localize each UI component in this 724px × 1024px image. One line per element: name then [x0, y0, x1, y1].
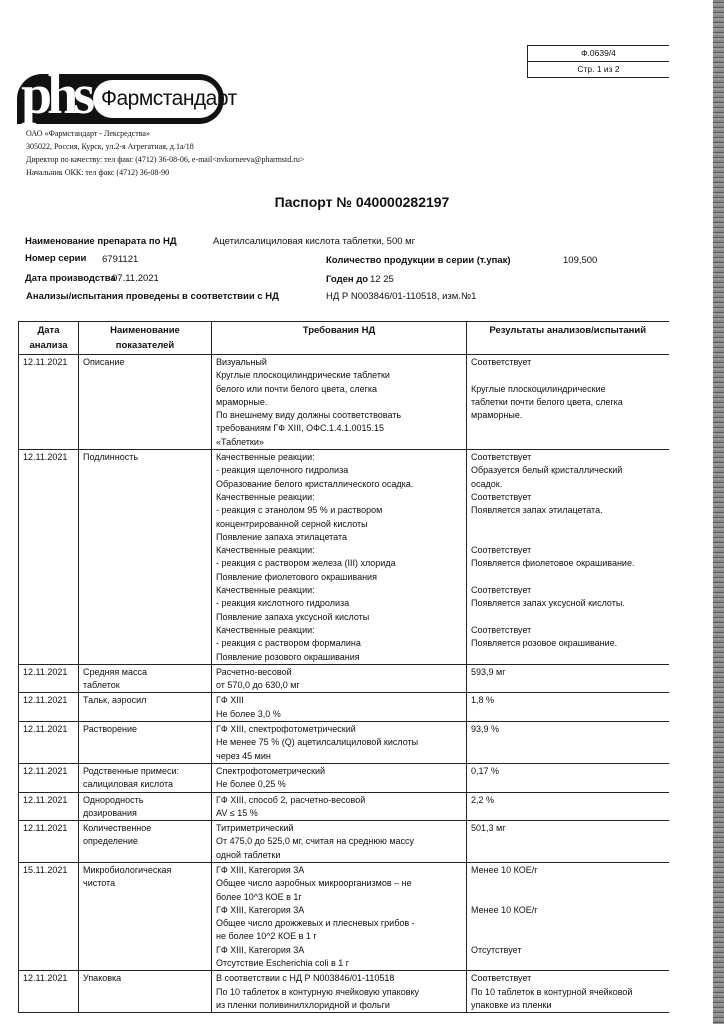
- requirement-line: Качественные реакции:: [216, 452, 315, 463]
- result-cell: [467, 763, 669, 792]
- result-line: таблетки почти белого цвета, слегка: [471, 396, 623, 407]
- requirement-line: - реакция с раствором железа (III) хлорида: [216, 558, 396, 569]
- result-line: упаковке из пленки: [471, 999, 552, 1010]
- header-name-line: показателей: [115, 340, 175, 351]
- analysis-date-cell: [19, 355, 79, 450]
- requirement-line: AV ≤ 15 %: [216, 807, 258, 818]
- table-row: [19, 763, 669, 792]
- result-cell: [467, 450, 669, 665]
- result-line: [471, 518, 665, 531]
- production-date-value: 07.11.2021: [112, 273, 159, 284]
- indicator-name: Описание: [83, 357, 125, 367]
- indicator-name: салициловая кислота: [83, 779, 174, 790]
- indicator-name-cell: [79, 763, 212, 792]
- requirement-line: мраморные.: [216, 396, 268, 407]
- requirement-cell: [212, 664, 467, 693]
- requirement-line: ГФ XIII, Категория 3А: [216, 904, 305, 915]
- series-value: 6791121: [102, 254, 139, 265]
- expiry-label: Годен до: [326, 274, 369, 285]
- requirement-line: - реакция кислотного гидролиза: [216, 598, 350, 609]
- indicator-name: Количественное: [83, 823, 152, 834]
- indicator-name: определение: [83, 836, 138, 847]
- analysis-date-cell: [19, 763, 79, 792]
- requirement-line: требованиям ГФ XIII, ОФС.1.4.1.0015.15: [216, 423, 385, 434]
- indicator-name: Средняя масса: [83, 666, 147, 677]
- table-row: [19, 664, 669, 693]
- analysis-date-cell: [19, 862, 79, 970]
- requirement-line: Качественные реакции:: [216, 585, 315, 596]
- result-line: Образуется белый кристаллический: [471, 465, 623, 476]
- header-name-line: Наименование: [110, 325, 180, 336]
- result-line: 501,3 мг: [471, 823, 506, 834]
- header-name: [79, 322, 212, 355]
- requirement-line: через 45 мин: [216, 750, 271, 761]
- requirement-line: концентрированной серной кислоты: [216, 518, 368, 529]
- requirement-cell: [212, 821, 467, 863]
- requirement-line: Качественные реакции:: [216, 491, 315, 502]
- indicator-name: Родственные примеси:: [83, 765, 180, 776]
- requirement-line: ГФ XIII, Категория 3А: [216, 864, 305, 875]
- result-line: [471, 531, 665, 544]
- company-logo: [17, 64, 237, 126]
- logo-brand: Фармстандарт: [101, 87, 237, 110]
- requirement-line: более 10^3 КОЕ в 1г: [216, 891, 302, 902]
- requirement-line: Общее число дрожжевых и плесневых грибов -: [216, 918, 415, 929]
- result-cell: [467, 722, 669, 764]
- requirement-line: Расчетно-весовой: [216, 666, 292, 677]
- company-address: [26, 127, 304, 179]
- requirement-line: Общее число аэробных микроорганизмов – не: [216, 878, 412, 889]
- result-line: Соответствует: [471, 491, 532, 502]
- indicator-name-cell: [79, 792, 212, 821]
- requirement-cell: [212, 722, 467, 764]
- header-requirements: Требования НД: [212, 322, 467, 355]
- result-cell: [467, 355, 669, 450]
- requirement-cell: [212, 355, 467, 450]
- requirement-line: Не менее 75 % (Q) ацетилсалициловой кислоты: [216, 737, 419, 748]
- analysis-date: 12.11.2021: [23, 765, 68, 776]
- indicator-name: Тальк, аэросил: [83, 695, 147, 706]
- result-cell: [467, 664, 669, 693]
- analysis-date: 12.11.2021: [23, 695, 68, 706]
- analysis-date: 12.11.2021: [23, 794, 68, 805]
- result-line: Отсутствует: [471, 944, 522, 955]
- requirement-line: В соответствии с НД Р N003846/01-110518: [216, 973, 395, 984]
- requirement-line: По 10 таблеток в контурную ячейковую упаковку: [216, 986, 420, 997]
- indicator-name-cell: [79, 664, 212, 693]
- requirement-line: - реакция с раствором формалина: [216, 638, 361, 649]
- analysis-table: [18, 321, 669, 1013]
- result-line: Соответствует: [471, 545, 532, 556]
- requirement-line: «Таблетки»: [216, 436, 264, 447]
- company-name: ОАО «Фармстандарт - Лексредства»: [26, 129, 150, 138]
- result-line: Менее 10 КОЕ/г: [471, 904, 538, 915]
- requirement-line: Образование белого кристаллического осадка.: [216, 478, 414, 489]
- requirement-line: из пленки поливинилхлоридной и фольги: [216, 999, 390, 1010]
- result-line: Появляется розовое окрашивание.: [471, 638, 618, 649]
- page-number: Стр. 1 из 2: [528, 61, 669, 77]
- header-date: [19, 322, 79, 355]
- result-line: Появляется запах этилацетата.: [471, 505, 603, 516]
- company-postal-address: 305022, Россия, Курск, ул.2-я Агрегатная, д.1а/18: [26, 142, 194, 151]
- requirement-line: Качественные реакции:: [216, 624, 315, 635]
- result-line: [471, 611, 665, 624]
- result-line: [471, 369, 665, 382]
- requirement-line: Спектрофотометрический: [216, 765, 326, 776]
- result-cell: [467, 862, 669, 970]
- production-date-label: Дата производства: [25, 273, 116, 284]
- requirement-line: Появление запаха этилацетата: [216, 531, 348, 542]
- table-row: [19, 450, 669, 665]
- requirement-line: От 475,0 до 525,0 мг, считая на среднюю массу: [216, 836, 415, 847]
- form-code: Ф.0639/4: [581, 48, 616, 58]
- requirement-line: белого или почти белого цвета, слегка: [216, 383, 377, 394]
- result-line: Соответствует: [471, 973, 532, 984]
- indicator-name-cell: [79, 450, 212, 665]
- requirement-cell: [212, 971, 467, 1013]
- analysis-date: 12.11.2021: [23, 823, 68, 834]
- requirement-line: - реакция с этанолом 95 % и раствором: [216, 505, 383, 516]
- requirement-line: Не более 0,25 %: [216, 779, 286, 790]
- logo-mark: phs: [21, 64, 91, 126]
- analysis-date-cell: [19, 722, 79, 764]
- quality-director-contact: Директор по качеству: тел факс (4712) 36-08-06, e-mail<nvkorneeva@pharmstd.ru>: [26, 155, 305, 164]
- table-row: [19, 862, 669, 970]
- requirement-line: Не более 3,0 %: [216, 708, 281, 719]
- result-line: [471, 877, 665, 890]
- result-line: [471, 891, 665, 904]
- result-line: [471, 930, 665, 943]
- requirement-line: Визуальный: [216, 357, 267, 367]
- result-cell: [467, 792, 669, 821]
- result-line: Менее 10 КОЕ/г: [471, 864, 538, 875]
- result-line: Соответствует: [471, 357, 532, 367]
- requirement-line: Титриметрический: [216, 823, 294, 834]
- analysis-date-cell: [19, 792, 79, 821]
- requirement-line: Качественные реакции:: [216, 545, 315, 556]
- analysis-date-cell: [19, 664, 79, 693]
- requirement-line: Круглые плоскоцилиндрические таблетки: [216, 370, 390, 381]
- requirement-line: от 570,0 до 630,0 мг: [216, 680, 300, 691]
- requirement-cell: [212, 862, 467, 970]
- table-body: [19, 355, 669, 1013]
- scan-edge: [713, 0, 724, 1024]
- analysis-date-cell: [19, 450, 79, 665]
- indicator-name: Однородность: [83, 794, 144, 805]
- indicator-name: таблеток: [83, 680, 120, 691]
- indicator-name: дозирования: [83, 807, 137, 818]
- analysis-date-cell: [19, 693, 79, 722]
- requirement-line: ГФ XIII, способ 2, расчетно-весовой: [216, 794, 366, 805]
- analysis-date: 12.11.2021: [23, 973, 68, 984]
- qc-head-contact: Начальник ОКК: тел факс (4712) 36-08-90: [26, 168, 170, 177]
- header-date-line: анализа: [29, 340, 68, 351]
- table-row: [19, 693, 669, 722]
- analysis-date: 15.11.2021: [23, 864, 68, 875]
- table-row: [19, 355, 669, 450]
- requirement-line: - реакция щелочного гидролиза: [216, 465, 349, 476]
- table-row: [19, 722, 669, 764]
- requirement-cell: [212, 792, 467, 821]
- requirement-cell: [212, 450, 467, 665]
- result-line: Соответствует: [471, 452, 532, 463]
- requirement-line: одной таблетки: [216, 849, 281, 860]
- series-label: Номер серии: [25, 253, 87, 264]
- requirement-line: По внешнему виду должны соответствовать: [216, 410, 402, 421]
- analysis-date-cell: [19, 821, 79, 863]
- result-line: Круглые плоскоцилиндрические: [471, 383, 606, 394]
- requirement-line: Появление розового окрашивания: [216, 651, 360, 662]
- indicator-name-cell: [79, 821, 212, 863]
- table-row: [19, 821, 669, 863]
- table-row: [19, 971, 669, 1013]
- header-date-line: Дата: [37, 325, 60, 336]
- indicator-name-cell: [79, 693, 212, 722]
- result-line: [471, 917, 665, 930]
- requirement-line: Появление запаха уксусной кислоты: [216, 611, 370, 622]
- requirement-line: Отсутствие Escherichia coli в 1 г: [216, 958, 350, 969]
- indicator-name: Микробиологическая: [83, 864, 172, 875]
- requirement-cell: [212, 693, 467, 722]
- result-line: Соответствует: [471, 585, 532, 596]
- result-line: 93,9 %: [471, 724, 500, 735]
- product-label: Наименование препарата по НД: [25, 236, 177, 247]
- result-cell: [467, 971, 669, 1013]
- analysis-date-cell: [19, 971, 79, 1013]
- analysis-date: 12.11.2021: [23, 724, 68, 735]
- page-title: Паспорт № 040000282197: [274, 194, 450, 210]
- header-results: Результаты анализов/испытаний: [467, 322, 669, 355]
- result-line: 0,17 %: [471, 765, 500, 776]
- analysis-date: 12.11.2021: [23, 357, 68, 367]
- result-line: осадок.: [471, 478, 503, 489]
- requirement-line: не более 10^2 КОЕ в 1 г: [216, 931, 317, 942]
- requirement-line: ГФ XIII, Категория 3А: [216, 944, 305, 955]
- indicator-name-cell: [79, 862, 212, 970]
- indicator-name: Упаковка: [83, 973, 122, 984]
- result-line: 2,2 %: [471, 794, 495, 805]
- table-row: [19, 792, 669, 821]
- result-line: 1,8 %: [471, 695, 495, 706]
- result-line: По 10 таблеток в контурной ячейковой: [471, 986, 633, 997]
- result-cell: [467, 821, 669, 863]
- quantity-value: 109,500: [563, 255, 598, 266]
- result-line: Появляется запах уксусной кислоты.: [471, 598, 625, 609]
- result-line: [471, 571, 665, 584]
- table-header-row: [19, 322, 669, 355]
- indicator-name-cell: [79, 722, 212, 764]
- requirement-line: Появление фиолетового окрашивания: [216, 571, 377, 582]
- form-code-box: [527, 45, 669, 78]
- product-value: Ацетилсалициловая кислота таблетки, 500 мг: [213, 236, 416, 247]
- analysis-date: 12.11.2021: [23, 666, 68, 677]
- standard-label: Анализы/испытания проведены в соответствии с НД: [26, 291, 279, 302]
- indicator-name-cell: [79, 355, 212, 450]
- quantity-label: Количество продукции в серии (т.упак): [326, 255, 511, 266]
- indicator-name: Растворение: [83, 724, 138, 735]
- result-line: 593,9 мг: [471, 666, 506, 677]
- indicator-name: Подлинность: [83, 452, 139, 463]
- analysis-date: 12.11.2021: [23, 452, 68, 463]
- expiry-value: 12 25: [370, 274, 394, 285]
- standard-value: НД Р N003846/01-110518, изм.№1: [326, 291, 477, 302]
- result-line: Соответствует: [471, 624, 532, 635]
- result-line: мраморные.: [471, 410, 523, 421]
- result-line: Появляется фиолетовое окрашивание.: [471, 558, 635, 569]
- result-cell: [467, 693, 669, 722]
- requirement-line: ГФ XIII, спектрофотометрический: [216, 724, 356, 735]
- requirement-cell: [212, 763, 467, 792]
- requirement-line: ГФ XIII: [216, 695, 244, 706]
- indicator-name-cell: [79, 971, 212, 1013]
- indicator-name: чистота: [83, 878, 116, 889]
